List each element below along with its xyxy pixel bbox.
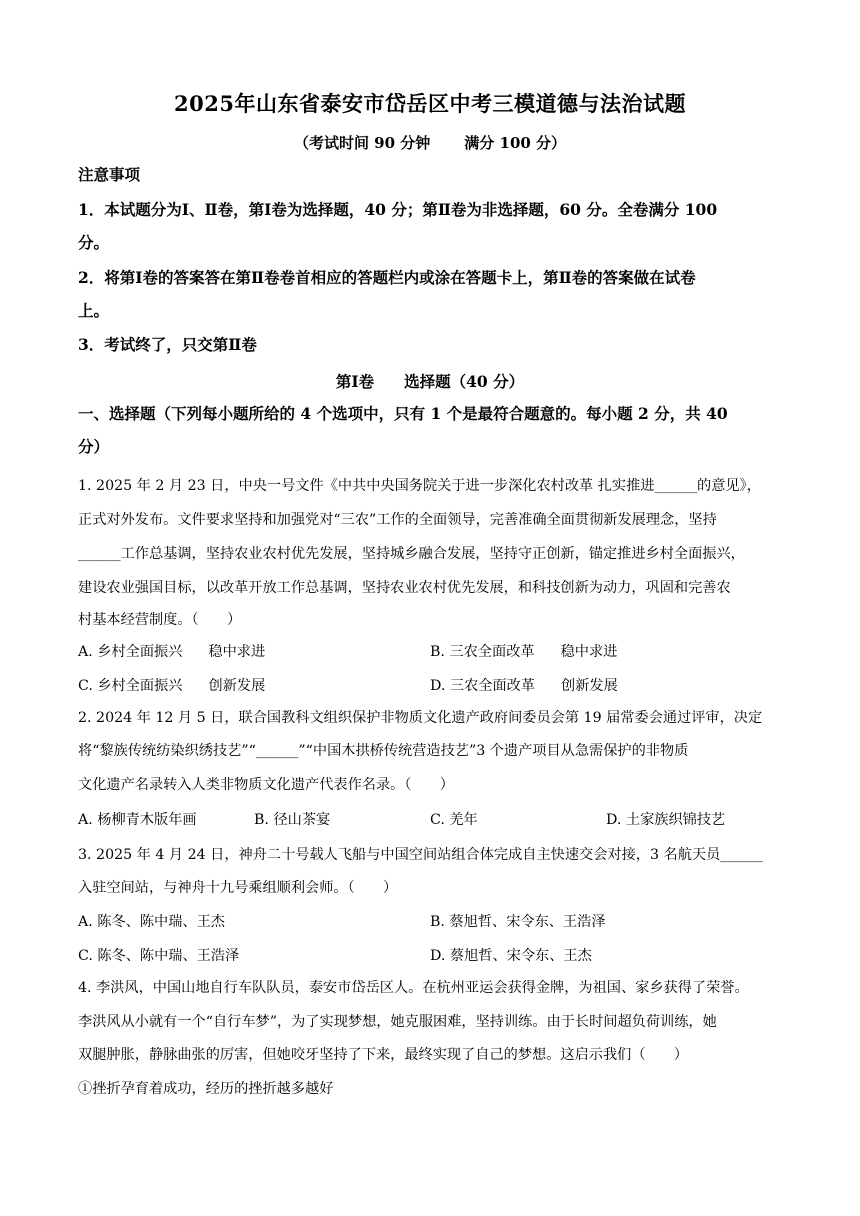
notice-heading: 注意事项 — [78, 165, 141, 184]
q1-option-c-second: 创新发展 — [208, 678, 266, 694]
q4-stem-line-2: 李洪风从小就有一个“自行车梦”，为了实现梦想，她克服困难，坚持训练。由于长时间超负荷训练，她 — [78, 1014, 717, 1030]
q2-stem-line-3: 文化遗产名录转入人类非物质文化遗产代表作名录。（ ） — [78, 777, 454, 793]
q3-stem-line-1: 3. 2025 年 4 月 24 日，神舟二十号载人飞船与中国空间站组合体完成自主快速交会对接，3 名航天员______ — [78, 847, 763, 863]
exam-info — [0, 132, 860, 153]
q1-option-d — [430, 675, 618, 695]
q2-option-c: C. 羌年 — [430, 812, 478, 828]
notice-item-2-cont: 上。 — [78, 301, 110, 320]
q3-option-b: B. 蔡旭哲、宋令东、王浩泽 — [430, 914, 606, 930]
section-part: 第Ⅰ卷 — [335, 372, 375, 391]
page-title: 2025年山东省泰安市岱岳区中考三模道德与法治试题 — [174, 91, 686, 116]
q1-option-b-first: B. 三农全面改革 — [430, 644, 535, 660]
q2-option-d: D. 土家族织锦技艺 — [606, 812, 726, 828]
q4-stem-line-3: 双腿肿胀，静脉曲张的厉害，但她咬牙坚持了下来，最终实现了自己的梦想。这启示我们（ ） — [78, 1047, 689, 1063]
q4-stem-line-1: 4. 李洪风，中国山地自行车队队员，泰安市岱岳区人。在杭州亚运会获得金牌，为祖国、家乡获得了荣誉。 — [78, 980, 749, 996]
section-heading — [0, 370, 860, 392]
q1-stem-line-1: 1. 2025 年 2 月 23 日，中央一号文件《中共中央国务院关于进一步深化农村改革 扎实推进______的意见》， — [78, 478, 761, 494]
exam-time: （考试时间 90 分钟 — [293, 134, 431, 152]
q1-option-d-first: D. 三农全面改革 — [430, 678, 536, 694]
notice-item-1-cont: 分。 — [78, 233, 110, 252]
q1-option-a-first: A. 乡村全面振兴 — [78, 644, 183, 660]
q1-stem-line-2: 正式对外发布。文件要求坚持和加强党对“三农”工作的全面领导，完善准确全面贯彻新发展理念，坚持 — [78, 512, 717, 528]
q1-option-a-second: 稳中求进 — [208, 644, 266, 660]
instruction-line-1: 一、选择题（下列每小题所给的 4 个选项中，只有 1 个是最符合题意的。每小题 2 分，共 40 — [78, 404, 728, 423]
notice-item-1: 1．本试题分为Ⅰ、Ⅱ卷，第Ⅰ卷为选择题，40 分；第Ⅱ卷为非选择题，60 分。全卷满分 100 — [78, 200, 718, 219]
notice-item-3: 3．考试终了，只交第Ⅱ卷 — [78, 335, 257, 354]
q2-stem-line-2: 将“黎族传统纺染织绣技艺”“______”“中国木拱桥传统营造技艺”3 个遗产项目从急需保护的非物质 — [78, 743, 689, 759]
q3-stem-line-2: 入驻空间站，与神舟十九号乘组顺利会师。（ ） — [78, 880, 398, 896]
q1-option-c — [78, 675, 265, 695]
exam-full-score: 满分 100 分） — [464, 134, 567, 152]
q1-option-d-second: 创新发展 — [561, 678, 618, 694]
q1-option-a — [78, 641, 265, 661]
section-name: 选择题（40 分） — [404, 372, 525, 391]
q4-statement-1: ①挫折孕育着成功，经历的挫折越多越好 — [78, 1081, 334, 1097]
q2-option-b: B. 径山茶宴 — [254, 812, 331, 828]
q1-option-b-second: 稳中求进 — [560, 644, 618, 660]
q2-stem-line-1: 2. 2024 年 12 月 5 日，联合国教科文组织保护非物质文化遗产政府间委员会第 19 届常委会通过评审，决定 — [78, 710, 763, 726]
notice-item-2: 2．将第Ⅰ卷的答案答在第Ⅱ卷卷首相应的答题栏内或涂在答题卡上，第Ⅱ卷的答案做在试卷 — [78, 268, 696, 287]
q1-stem-line-4: 建设农业强国目标，以改革开放工作总基调，坚持农业农村优先发展，和科技创新为动力，巩固和完善农 — [78, 580, 731, 596]
q1-option-c-first: C. 乡村全面振兴 — [78, 678, 183, 694]
instruction-line-2: 分） — [78, 437, 110, 456]
q1-stem-line-3: ______工作总基调，坚持农业农村优先发展，坚持城乡融合发展，坚持守正创新，锚定推进乡村全面振兴， — [78, 546, 745, 562]
q3-option-a: A. 陈冬、陈中瑞、王杰 — [78, 914, 225, 930]
q1-option-b — [430, 641, 617, 661]
q2-option-a: A. 杨柳青木版年画 — [78, 812, 197, 828]
q3-option-c: C. 陈冬、陈中瑞、王浩泽 — [78, 948, 240, 964]
q3-option-d: D. 蔡旭哲、宋令东、王杰 — [430, 948, 592, 964]
q1-stem-line-5: 村基本经营制度。（ ） — [78, 612, 242, 628]
